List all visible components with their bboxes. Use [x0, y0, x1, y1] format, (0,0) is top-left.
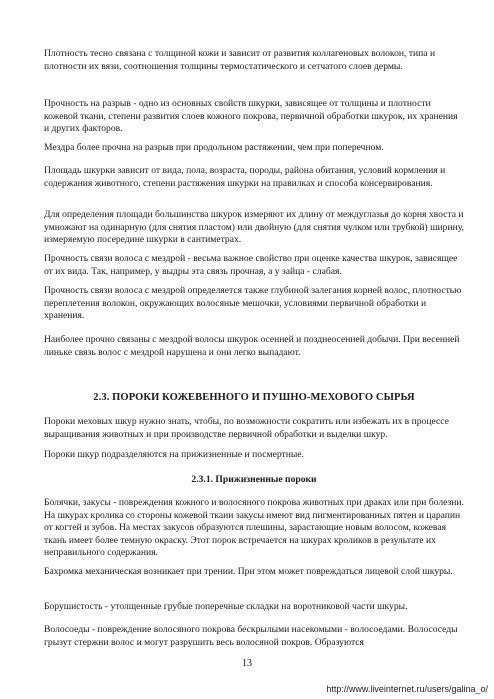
paragraph-mezdra-strength: Мездра более прочна на разрыв при продольном растяжении, чем при поперечном.	[44, 142, 384, 153]
paragraph-hair-bond-factors: Прочность связи волоса с мездрой определяется также глубиной залегания корней волос, плотностью переплетения волокон, окружающих волосяные мешочки, условиями первичной обработки и хранения.	[44, 285, 462, 321]
paragraph-density: Плотность тесно связана с толщиной кожи и зависит от развития коллагеновых волокон, типа и плотности их вязи, соотношения толщины термостатического и сетчатого слоев дермы.	[44, 48, 436, 72]
paragraph-seasonal-bond: Наиболее прочно связаны с мездрой волосы шкурок осенней и позднеосенней добычи. При весенней линьке связь волос с мездрой нарушена и они легко выпадают.	[44, 334, 460, 358]
paragraph-lice: Волосоеды - повреждение волосяного покрова бескрылыми насекомыми - волосоедами. Волососеды грызут стержни волос и могут разрушить весь волосяной покров. Образуются	[44, 624, 458, 648]
subsection-heading: 2.3.1. Прижизненные пороки	[191, 474, 317, 485]
paragraph-defects-intro: Пороки меховых шкур нужно знать, чтобы, по возможности сократить или избежать их в процессе выращивания животных и при производстве первичной обработки и выделки шкур.	[44, 416, 449, 440]
paragraph-defects-classes: Пороки шкур подразделяются на прижизненные и посмертные.	[44, 449, 304, 460]
page-number: 13	[242, 658, 252, 669]
paragraph-skin-area: Площадь шкурки зависит от вида, пола, возраста, породы, района обитания, условий кормления и содержания животного, степени растяжения шкурки на правилках и способа консервирования.	[44, 165, 446, 189]
paragraph-borushistost: Борушистость - утолщенные грубые поперечные складки на воротниковой части шкуры.	[44, 601, 408, 612]
paragraph-tensile-strength: Прочность на разрыв - одно из основных свойств шкурки, зависящее от толщины и плотности кожевой ткани, степени развития слоев кожного покрова, первичной обработки шкурок, их хранения и других факторов.	[44, 98, 458, 134]
paragraph-fringe: Бахромка механическая возникает при трении. При этом может повреждаться лицевой слой шкуры.	[44, 566, 453, 577]
paragraph-hair-bond: Прочность связи волоса с мездрой - весьма важное свойство при оценке качества шкурок, зависящее от их вида. Так, например, у выдры эта связь прочная, а у зайца - слабая.	[44, 253, 458, 277]
footer-url: http://www.liveinternet.ru/users/galina_o/	[326, 684, 488, 694]
paragraph-area-measurement: Для определения площади большинства шкурок измеряют их длину от междуглазья до корня хвоста и умножают на одинарную (для снятия пластом) или двойную (для снятия чулком или трубкой) ширину, измеряемую посередине шкурки в сантиметрах.	[44, 209, 464, 245]
section-heading: 2.3. ПОРОКИ КОЖЕВЕННОГО И ПУШНО-МЕХОВОГО СЫРЬЯ	[93, 392, 415, 403]
paragraph-bites: Болячки, закусы - повреждения кожного и волосяного покрова животных при драках или при болезни. На шкурах кролика со стороны кожевой ткани закусы имеют вид пигментированных пятен и царапин от когтей и зубов. На местах закусов образуются плешины, зарастающие новым волосом, кожевая ткань имеет более темную окраску. Этот порок встречается на шкурах кроликов в результате их неправильного содержания.	[44, 497, 464, 558]
